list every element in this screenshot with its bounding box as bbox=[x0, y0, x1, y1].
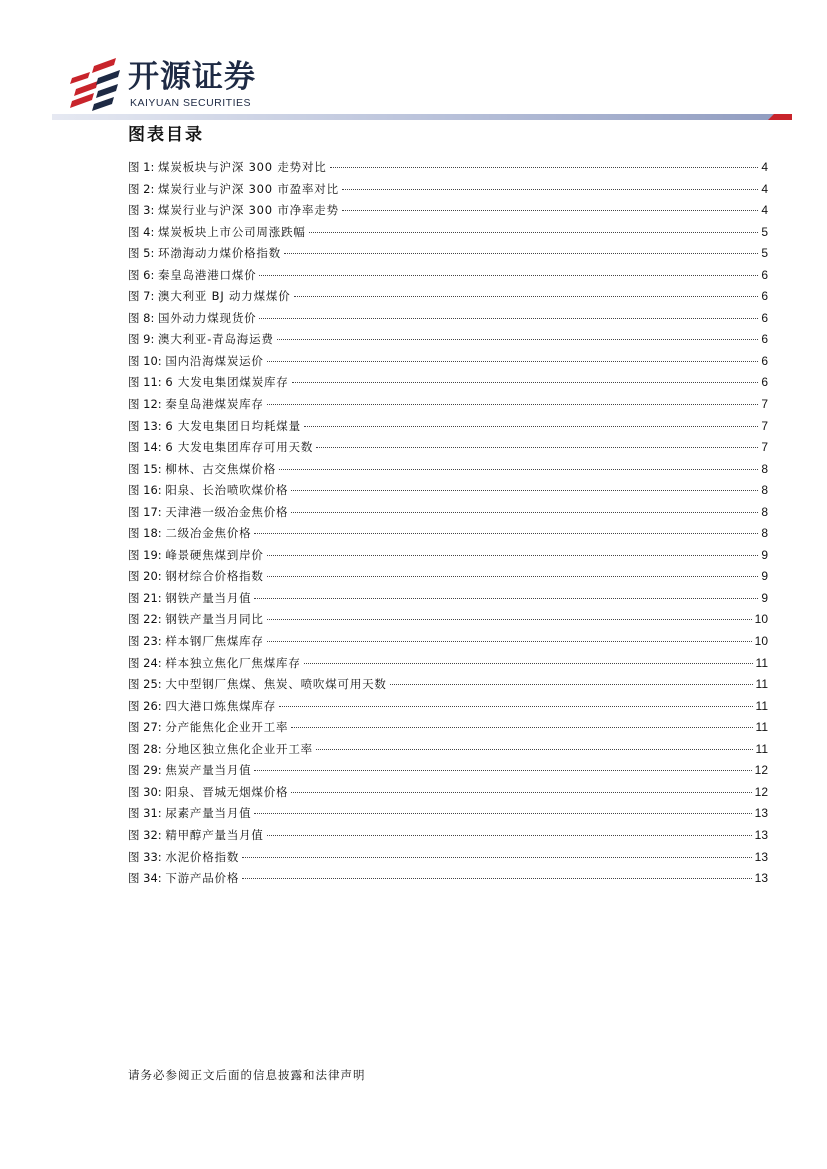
toc-entry[interactable] bbox=[128, 782, 768, 804]
toc-entry-title: 煤炭板块与沪深 300 走势对比 bbox=[158, 160, 327, 174]
toc-entry-title: 分产能焦化企业开工率 bbox=[165, 720, 289, 735]
toc-entry-title: 四大港口炼焦煤库存 bbox=[165, 698, 277, 713]
toc-entry[interactable] bbox=[128, 825, 768, 847]
toc-entry-title: 秦皇岛港煤炭库存 bbox=[165, 397, 264, 412]
toc-dot-leader bbox=[284, 253, 758, 254]
toc-entry[interactable] bbox=[128, 502, 768, 524]
toc-entry-title: 精甲醇产量当月值 bbox=[165, 827, 264, 842]
toc-entry-title: 煤炭行业与沪深 300 市盈率对比 bbox=[158, 181, 339, 196]
toc-entry[interactable] bbox=[128, 222, 768, 244]
toc-entry-label: 图 32: bbox=[128, 827, 162, 842]
toc-entry[interactable] bbox=[128, 868, 768, 890]
toc-entry-page: 7 bbox=[761, 418, 768, 433]
toc-entry-label: 图 31: bbox=[128, 806, 162, 821]
toc-entry[interactable] bbox=[128, 803, 768, 825]
toc-entry-page: 8 bbox=[761, 504, 768, 519]
toc-entry-title: 澳大利亚-青岛海运费 bbox=[158, 332, 274, 347]
toc-entry-label: 图 7: bbox=[128, 289, 155, 304]
toc-entry-label: 图 4: bbox=[128, 224, 155, 239]
toc-dot-leader bbox=[304, 426, 758, 427]
toc-dot-leader bbox=[316, 749, 753, 750]
toc-entry-label: 图 33: bbox=[128, 849, 162, 864]
toc-entry-label: 图 26: bbox=[128, 698, 162, 713]
toc-list bbox=[128, 157, 768, 890]
toc-entry-page: 10 bbox=[754, 612, 768, 627]
toc-entry-label: 图 21: bbox=[128, 590, 162, 605]
toc-entry-page: 13 bbox=[754, 806, 768, 821]
toc-entry-page: 11 bbox=[755, 655, 768, 670]
toc-dot-leader bbox=[342, 189, 758, 190]
toc-entry-label: 图 15: bbox=[128, 461, 162, 476]
toc-entry[interactable] bbox=[128, 847, 768, 869]
toc-entry[interactable] bbox=[128, 696, 768, 718]
toc-entry[interactable] bbox=[128, 717, 768, 739]
brand-logo bbox=[68, 56, 268, 114]
toc-dot-leader bbox=[242, 857, 752, 858]
toc-entry-label: 图 9: bbox=[128, 332, 155, 347]
toc-dot-leader bbox=[291, 490, 758, 491]
toc-entry-label: 图 11: bbox=[128, 375, 162, 390]
toc-entry-page: 10 bbox=[754, 634, 768, 649]
toc-entry-label: 图 29: bbox=[128, 763, 162, 778]
toc-dot-leader bbox=[304, 663, 753, 664]
toc-entry-label: 图 22: bbox=[128, 612, 162, 627]
toc-entry-page: 11 bbox=[755, 677, 768, 692]
toc-entry-label: 图 14: bbox=[128, 440, 162, 455]
toc-dot-leader bbox=[267, 835, 752, 836]
toc-entry-label: 图 24: bbox=[128, 655, 162, 670]
toc-entry-label: 图 3: bbox=[128, 203, 155, 218]
toc-entry-page: 6 bbox=[761, 310, 768, 325]
toc-dot-leader bbox=[316, 447, 758, 448]
toc-entry-title: 钢材综合价格指数 bbox=[165, 569, 264, 584]
toc-entry-label: 图 16: bbox=[128, 483, 162, 498]
toc-entry-page: 6 bbox=[761, 267, 768, 282]
toc-entry-title: 钢铁产量当月值 bbox=[165, 590, 252, 605]
toc-dot-leader bbox=[254, 598, 758, 599]
toc-dot-leader bbox=[279, 469, 758, 470]
toc-entry-title: 6 大发电集团煤炭库存 bbox=[165, 375, 289, 390]
toc-dot-leader bbox=[291, 512, 758, 513]
toc-entry-label: 图 18: bbox=[128, 526, 162, 541]
toc-entry-label: 图 20: bbox=[128, 569, 162, 584]
toc-dot-leader bbox=[267, 404, 759, 405]
toc-entry-page: 8 bbox=[761, 483, 768, 498]
toc-dot-leader bbox=[242, 878, 752, 879]
toc-dot-leader bbox=[254, 770, 751, 771]
toc-entry-title: 样本独立焦化厂焦煤库存 bbox=[165, 655, 301, 670]
toc-entry-label: 图 28: bbox=[128, 741, 162, 756]
toc-entry-label: 图 19: bbox=[128, 547, 162, 562]
toc-entry-label: 图 23: bbox=[128, 634, 162, 649]
toc-dot-leader bbox=[309, 232, 759, 233]
toc-entry-title: 柳林、古交焦煤价格 bbox=[165, 461, 277, 476]
toc-dot-leader bbox=[294, 296, 759, 297]
toc-entry[interactable] bbox=[128, 200, 768, 222]
toc-entry-label: 图 17: bbox=[128, 504, 162, 519]
toc-dot-leader bbox=[277, 339, 759, 340]
toc-entry-label: 图 13: bbox=[128, 418, 162, 433]
toc-entry-page: 7 bbox=[761, 397, 768, 412]
toc-entry-title: 秦皇岛港港口煤价 bbox=[158, 267, 257, 282]
toc-entry-title: 下游产品价格 bbox=[165, 871, 240, 886]
toc-entry-page: 6 bbox=[761, 332, 768, 347]
toc-entry-label: 图 12: bbox=[128, 397, 162, 412]
toc-dot-leader bbox=[267, 555, 759, 556]
brand-name-cn: 开源证券 bbox=[128, 59, 256, 95]
toc-entry[interactable] bbox=[128, 394, 768, 416]
toc-entry-title: 分地区独立焦化企业开工率 bbox=[165, 741, 313, 756]
toc-entry-label: 图 10: bbox=[128, 353, 162, 368]
toc-entry-page: 12 bbox=[754, 763, 768, 778]
toc-entry-page: 4 bbox=[761, 203, 768, 218]
toc-entry-page: 5 bbox=[761, 246, 768, 261]
toc-entry[interactable] bbox=[128, 308, 768, 330]
toc-entry[interactable] bbox=[128, 631, 768, 653]
toc-entry[interactable] bbox=[128, 351, 768, 373]
toc-entry-page: 13 bbox=[754, 871, 768, 886]
toc-entry-label: 图 8: bbox=[128, 310, 155, 325]
toc-dot-leader bbox=[292, 382, 759, 383]
toc-dot-leader bbox=[267, 641, 752, 642]
toc-entry[interactable] bbox=[128, 265, 768, 287]
toc-entry[interactable] bbox=[128, 653, 768, 675]
toc-entry-page: 13 bbox=[754, 827, 768, 842]
toc-entry[interactable] bbox=[128, 179, 768, 201]
toc-entry[interactable] bbox=[128, 480, 768, 502]
toc-entry-title: 焦炭产量当月值 bbox=[165, 763, 252, 778]
toc-entry[interactable] bbox=[128, 372, 768, 394]
toc-entry-title: 钢铁产量当月同比 bbox=[165, 612, 264, 627]
footer-disclaimer: 请务必参阅正文后面的信息披露和法律声明 bbox=[128, 1068, 366, 1082]
toc-entry[interactable] bbox=[128, 157, 768, 179]
toc-entry-page: 9 bbox=[761, 590, 768, 605]
toc-entry[interactable] bbox=[128, 760, 768, 782]
kaiyuan-logo-icon bbox=[68, 56, 122, 112]
page-header bbox=[0, 0, 827, 125]
toc-entry-label: 图 6: bbox=[128, 267, 155, 282]
toc-entry-page: 9 bbox=[761, 569, 768, 584]
toc-dot-leader bbox=[342, 210, 758, 211]
toc-entry-title: 样本钢厂焦煤库存 bbox=[165, 634, 264, 649]
toc-entry-label: 图 1: bbox=[128, 160, 155, 174]
brand-name-en: KAIYUAN SECURITIES bbox=[130, 97, 252, 109]
toc-dot-leader bbox=[291, 792, 751, 793]
toc-entry-title: 6 大发电集团库存可用天数 bbox=[165, 440, 314, 455]
toc-entry[interactable] bbox=[128, 329, 768, 351]
toc-entry-page: 8 bbox=[761, 461, 768, 476]
toc-dot-leader bbox=[267, 361, 759, 362]
toc-entry-title: 6 大发电集团日均耗煤量 bbox=[165, 418, 301, 433]
toc-entry-page: 11 bbox=[755, 741, 768, 756]
toc-entry-label: 图 25: bbox=[128, 677, 162, 692]
toc-entry[interactable] bbox=[128, 566, 768, 588]
toc-entry[interactable] bbox=[128, 286, 768, 308]
toc-entry-page: 12 bbox=[754, 784, 768, 799]
toc-entry-label: 图 30: bbox=[128, 784, 162, 799]
toc-entry-title: 二级冶金焦价格 bbox=[165, 526, 252, 541]
toc-dot-leader bbox=[259, 318, 758, 319]
toc-dot-leader bbox=[267, 576, 759, 577]
toc-entry-label: 图 27: bbox=[128, 720, 162, 735]
toc-entry-page: 6 bbox=[761, 289, 768, 304]
toc-dot-leader bbox=[330, 167, 759, 168]
toc-entry-label: 图 34: bbox=[128, 871, 162, 886]
toc-entry-title: 煤炭板块上市公司周涨跌幅 bbox=[158, 224, 306, 239]
toc-entry-title: 天津港一级冶金焦价格 bbox=[165, 504, 289, 519]
toc-entry-title: 水泥价格指数 bbox=[165, 849, 240, 864]
toc-dot-leader bbox=[259, 275, 758, 276]
toc-entry-page: 9 bbox=[761, 547, 768, 562]
toc-dot-leader bbox=[279, 706, 753, 707]
toc-entry[interactable] bbox=[128, 243, 768, 265]
toc-entry-label: 图 5: bbox=[128, 246, 155, 261]
toc-entry-page: 8 bbox=[761, 526, 768, 541]
toc-dot-leader bbox=[390, 684, 753, 685]
toc-entry-page: 4 bbox=[761, 181, 768, 196]
toc-dot-leader bbox=[291, 727, 752, 728]
toc-entry-page: 7 bbox=[761, 440, 768, 455]
toc-entry-title: 煤炭行业与沪深 300 市净率走势 bbox=[158, 203, 339, 218]
toc-entry-page: 5 bbox=[761, 224, 768, 239]
toc-heading: 图表目录 bbox=[128, 125, 204, 145]
toc-dot-leader bbox=[267, 619, 752, 620]
toc-entry-page: 6 bbox=[761, 375, 768, 390]
toc-entry-title: 国外动力煤现货价 bbox=[158, 310, 257, 325]
toc-dot-leader bbox=[254, 533, 758, 534]
toc-dot-leader bbox=[254, 813, 751, 814]
toc-entry[interactable] bbox=[128, 588, 768, 610]
toc-entry[interactable] bbox=[128, 674, 768, 696]
toc-entry-page: 6 bbox=[761, 353, 768, 368]
toc-entry-page: 11 bbox=[755, 720, 768, 735]
toc-entry-title: 国内沿海煤炭运价 bbox=[165, 353, 264, 368]
toc-entry-title: 阳泉、长治喷吹煤价格 bbox=[165, 483, 289, 498]
toc-entry-title: 环渤海动力煤价格指数 bbox=[158, 246, 282, 261]
toc-entry-title: 阳泉、晋城无烟煤价格 bbox=[165, 784, 289, 799]
toc-entry[interactable] bbox=[128, 459, 768, 481]
toc-entry-title: 大中型钢厂焦煤、焦炭、喷吹煤可用天数 bbox=[165, 677, 387, 692]
toc-entry[interactable] bbox=[128, 416, 768, 438]
toc-entry[interactable] bbox=[128, 739, 768, 761]
toc-entry-page: 11 bbox=[755, 698, 768, 713]
toc-entry[interactable] bbox=[128, 545, 768, 567]
toc-entry-label: 图 2: bbox=[128, 181, 155, 196]
header-divider bbox=[52, 114, 792, 120]
toc-entry-title: 澳大利亚 BJ 动力煤煤价 bbox=[158, 289, 291, 304]
toc-entry-page: 4 bbox=[761, 160, 768, 174]
toc-entry-title: 峰景硬焦煤到岸价 bbox=[165, 547, 264, 562]
toc-entry[interactable] bbox=[128, 523, 768, 545]
toc-entry[interactable] bbox=[128, 609, 768, 631]
toc-entry[interactable] bbox=[128, 437, 768, 459]
toc-entry-title: 尿素产量当月值 bbox=[165, 806, 252, 821]
toc-entry-page: 13 bbox=[754, 849, 768, 864]
